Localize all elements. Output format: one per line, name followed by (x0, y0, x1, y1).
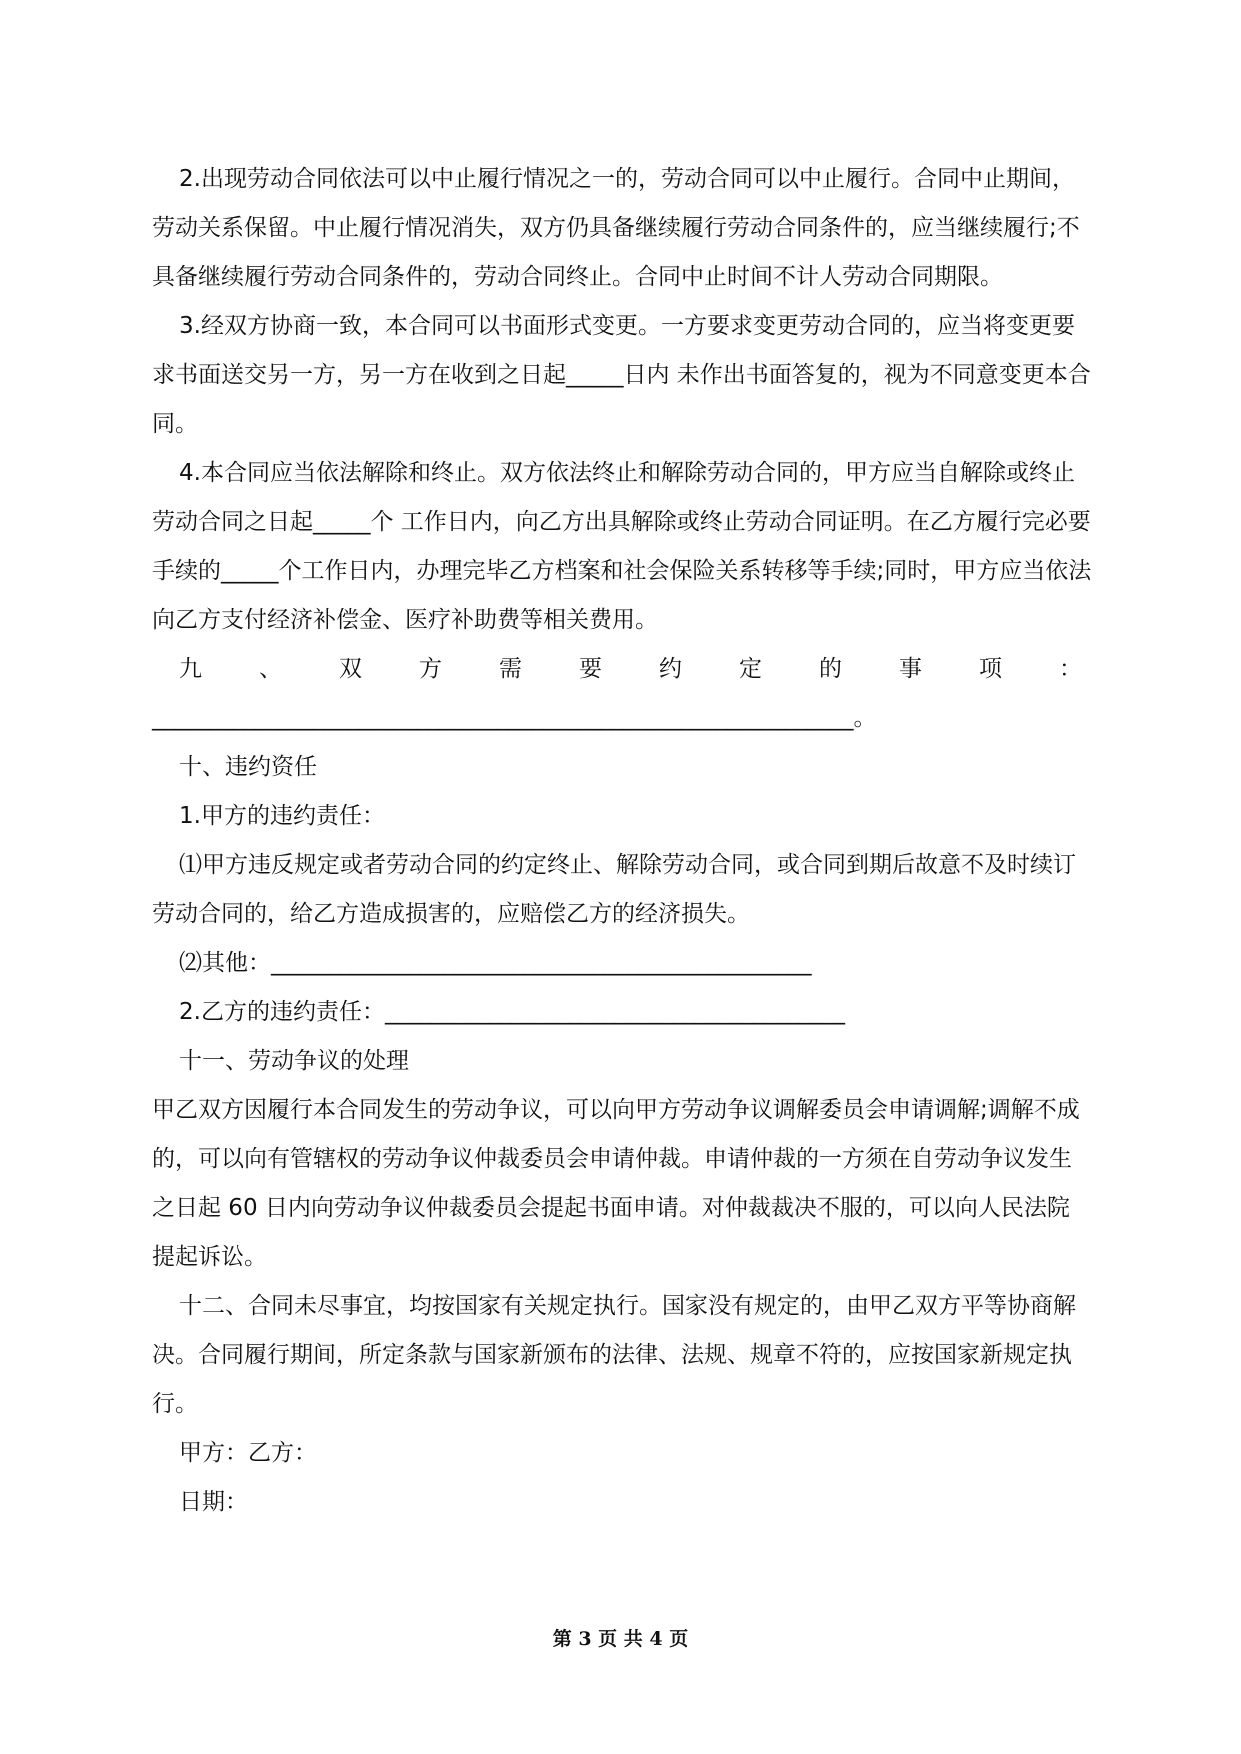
heading-char: 九 (179, 656, 202, 682)
paragraph-termination-clause: 4.本合同应当依法解除和终止。双方依法终止和解除劳动合同的，甲方应当自解除或终止劳动合同之日起_____个 工作日内，向乙方出具解除或终止劳动合同证明。在乙方履行完必要手续的_____个工作日内，办理完毕乙方档案和社会保险关系转移等手续;同时，甲方应当依法向乙方支付经济补偿金、医疗补助费等相关费用。 (152, 460, 1092, 633)
heading-char: 项 (979, 656, 1002, 682)
heading-char: 、 (259, 656, 282, 682)
heading-char: 约 (659, 656, 682, 682)
heading-char: 需 (499, 656, 522, 682)
paragraph-dispute-resolution: 甲乙双方因履行本合同发生的劳动争议，可以向甲方劳动争议调解委员会申请调解;调解不成的，可以向有管辖权的劳动争议仲裁委员会申请仲裁。申请仲裁的一方须在自劳动争议发生之日起 60 日内向劳动争议仲裁委员会提起书面申请。对仲裁裁决不服的，可以向人民法院提起诉讼。 (152, 1097, 1080, 1270)
heading-char: 双 (339, 656, 362, 682)
heading-char: ： (1059, 656, 1082, 682)
paragraph-section-twelve: 十二、合同未尽事宜，均按国家有关规定执行。国家没有规定的，由甲乙双方平等协商解决。合同履行期间，所定条款与国家新颁布的法律、法规、规章不符的，应按国家新规定执行。 (152, 1293, 1076, 1417)
heading-char: 的 (819, 656, 842, 682)
party-a-liability-item-1: ⑴甲方违反规定或者劳动合同的约定终止、解除劳动合同，或合同到期后故意不及时续订劳动合同的，给乙方造成损害的，应赔偿乙方的经济损失。 (152, 852, 1076, 927)
party-a-liability-item-2: ⑵其他：_______________________________________________ (179, 950, 812, 976)
page-number-footer: 第 3 页 共 4 页 (552, 1628, 689, 1650)
signature-date: 日期： (179, 1489, 248, 1515)
section-ten-heading: 十、违约资任 (179, 754, 317, 780)
section-nine-heading (152, 645, 1092, 694)
section-eleven-heading: 十一、劳动争议的处理 (179, 1048, 409, 1074)
heading-char: 定 (739, 656, 762, 682)
paragraph-suspension-clause: 2.出现劳动合同依法可以中止履行情况之一的，劳动合同可以中止履行。合同中止期间，劳动关系保留。中止履行情况消失，双方仍具备继续履行劳动合同条件的，应当继续履行;不具备继续履行劳动合同条件的，劳动合同终止。合同中止时间不计人劳动合同期限。 (152, 166, 1080, 290)
party-b-liability: 2.乙方的违约责任：________________________________________ (179, 999, 845, 1025)
party-a-liability-heading: 1.甲方的违约责任： (179, 803, 385, 829)
heading-char: 要 (579, 656, 602, 682)
heading-char: 事 (899, 656, 922, 682)
paragraph-modification-clause: 3.经双方协商一致，本合同可以书面形式变更。一方要求变更劳动合同的，应当将变更要求书面送交另一方，另一方在收到之日起_____日内 未作出书面答复的，视为不同意变更本合同。 (152, 313, 1091, 437)
document-body (152, 155, 1092, 1527)
section-nine-blank: _____________________________________________________________。 (152, 705, 877, 731)
signature-parties: 甲方：乙方： (179, 1440, 317, 1466)
heading-char: 方 (419, 656, 442, 682)
